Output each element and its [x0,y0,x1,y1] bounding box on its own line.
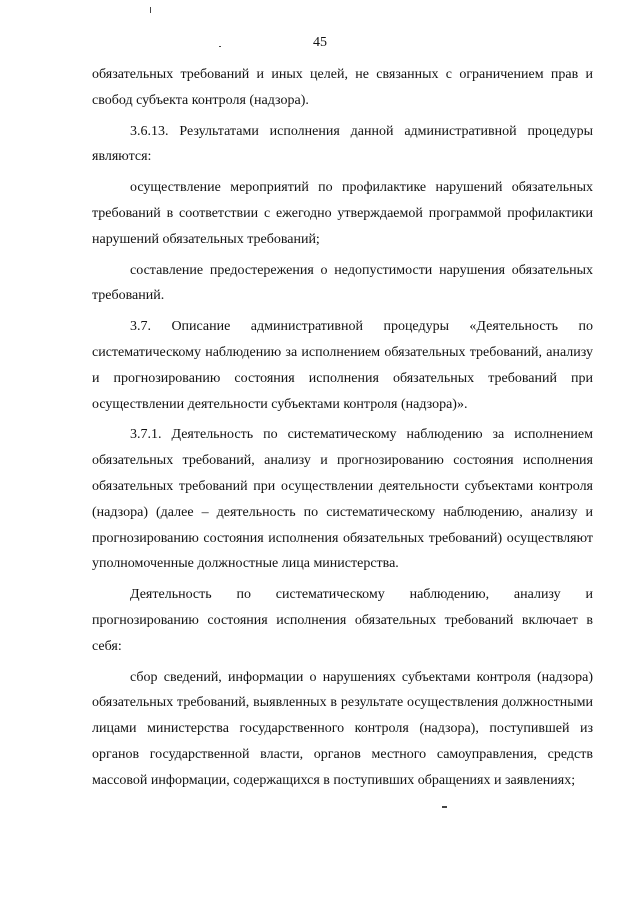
paragraph: 3.7. Описание административной процедуры «Деятельность по систематическому наблюдению за исполнением обязательных требований, анализу и прогнозированию состояния исполнения обязательных требований при осуществлении деятельности субъектами контроля (надзора)». [92,319,593,412]
paragraph: 3.7.1. Деятельность по систематическому наблюдению за исполнением обязательных требований, анализу и прогнозированию состояния исполнения обязательных требований при осуществлении деятельности субъектами контроля (надзора) (далее – деятельность по систематическому наблюдению, анализу и прогнозированию состояния исполнения обязательных требований) осуществляют уполномоченные должностные лица министерства. [92,427,593,572]
paragraph: обязательных требований и иных целей, не связанных с ограничением прав и свобод субъекта контроля (надзора). [92,67,593,108]
paragraph: Деятельность по систематическому наблюдению, анализу и прогнозированию состояния исполнения обязательных требований включает в себя: [92,587,593,654]
scan-mark [442,806,447,808]
paragraph: сбор сведений, информации о нарушениях субъектами контроля (надзора) обязательных требований, выявленных в результате осуществления должностными лицами министерства государственного контроля (надзора), поступившей из органов государственной власти, органов местного самоуправления, средств массовой информации, содержащихся в поступивших обращениях и заявлениях; [92,669,593,788]
paragraph: осуществление мероприятий по профилактике нарушений обязательных требований в соответствии с ежегодно утверждаемой программой профилактики нарушений обязательных требований; [92,180,593,247]
scan-mark [150,7,151,13]
page-number: 45 [313,35,327,50]
scan-mark [219,46,221,47]
paragraph: составление предостережения о недопустимости нарушения обязательных требований. [92,262,593,304]
body-text [92,62,593,799]
paragraph: 3.6.13. Результатами исполнения данной административной процедуры являются: [92,123,593,165]
